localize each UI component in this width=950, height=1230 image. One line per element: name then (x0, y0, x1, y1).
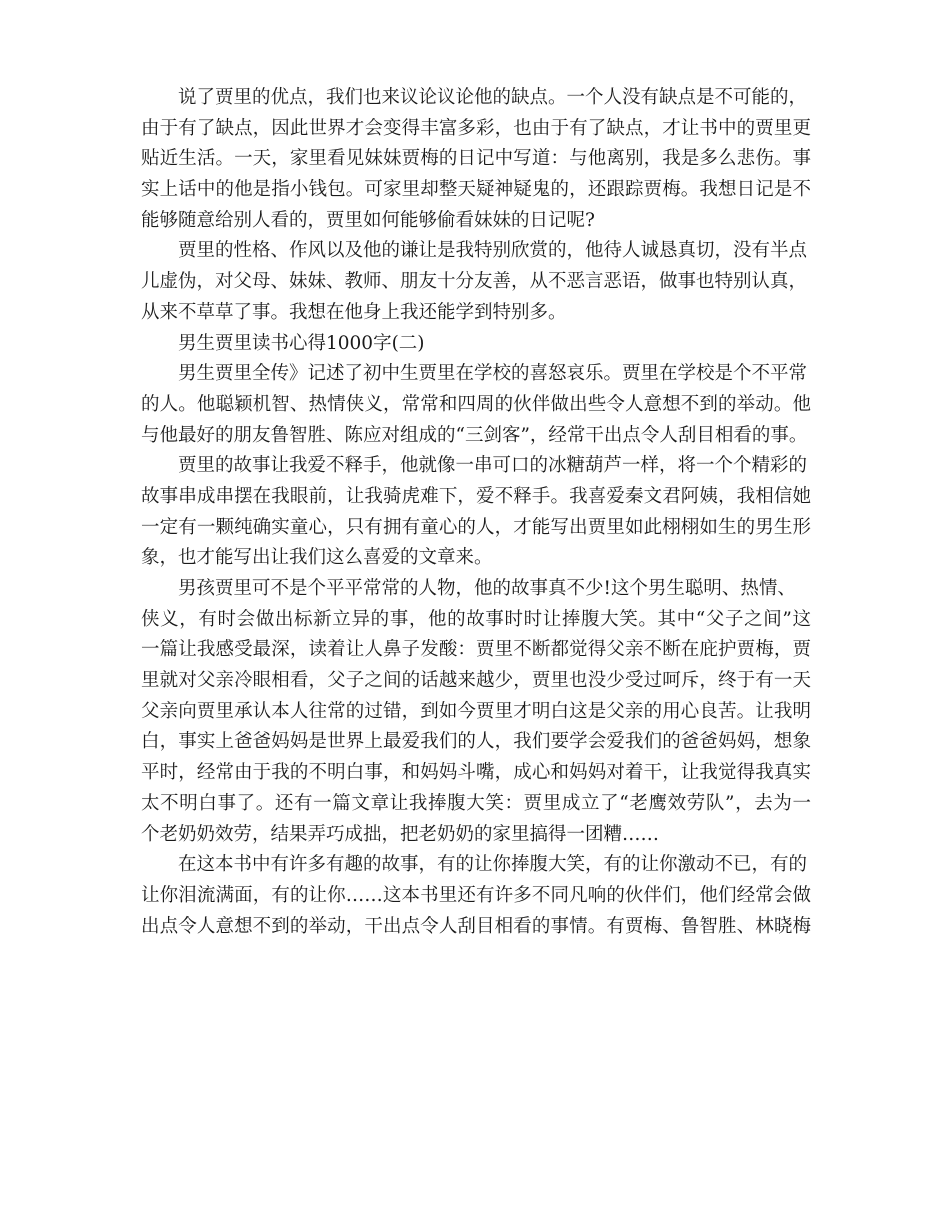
text-line: 从来不草草了事。我想在他身上我还能学到特别多。 (141, 301, 567, 323)
text-line: 一篇让我感受最深，读着让人鼻子发酸：贾里不断都觉得父亲不断在庇护贾梅，贾 (141, 639, 811, 661)
text-line: 的人。他聪颖机智、热情侠义，常常和四周的伙伴做出些令人意想不到的举动。他 (141, 393, 811, 415)
text-line: 太不明白事了。还有一篇文章让我捧腹大笑：贾里成立了“老鹰效劳队”，去为一 (141, 792, 811, 814)
text-line: 象，也才能写出让我们这么喜爱的文章来。 (141, 547, 493, 569)
text-line: 实上话中的他是指小钱包。可家里却整天疑神疑鬼的，还跟踪贾梅。我想日记是不 (141, 179, 811, 201)
text-line: 让你泪流满面，有的让你……这本书里还有许多不同凡响的伙伴们，他们经常会做 (141, 884, 811, 906)
text-line: 贾里的性格、作风以及他的谦让是我特别欣赏的，他待人诚恳真切，没有半点 (178, 240, 808, 262)
text-line: 与他最好的朋友鲁智胜、陈应对组成的“三剑客”，经常干出点令人刮目相看的事。 (141, 424, 808, 446)
text-line: 一定有一颗纯确实童心，只有拥有童心的人，才能写出贾里如此栩栩如生的男生形 (141, 516, 811, 538)
text-line: 贾里的故事让我爱不释手，他就像一串可口的冰糖葫芦一样，将一个个精彩的 (178, 455, 808, 477)
text-line: 出点令人意想不到的举动，干出点令人刮目相看的事情。有贾梅、鲁智胜、林晓梅 (141, 915, 811, 937)
text-line: 能够随意给别人看的，贾里如何能够偷看妹妹的日记呢? (141, 209, 595, 231)
text-line: 里就对父亲冷眼相看，父子之间的话越来越少，贾里也没少受过呵斥，终于有一天 (141, 670, 811, 692)
text-line: 侠义，有时会做出标新立异的事，他的故事时时让捧腹大笑。其中“父子之间”这 (141, 608, 811, 630)
text-line: 平时，经常由于我的不明白事，和妈妈斗嘴，成心和妈妈对着干，让我觉得我真实 (141, 762, 811, 784)
text-line: 说了贾里的优点，我们也来议论议论他的缺点。一个人没有缺点是不可能的， (178, 87, 808, 108)
text-line: 男生贾里全传》记述了初中生贾里在学校的喜怒哀乐。贾里在学校是个不平常 (178, 363, 808, 385)
text-line: 在这本书中有许多有趣的故事，有的让你捧腹大笑，有的让你激动不已，有的 (178, 854, 808, 876)
text-line: 男孩贾里可不是个平平常常的人物，他的故事真不少!这个男生聪明、热情、 (178, 578, 796, 599)
text-line: 故事串成串摆在我眼前，让我骑虎难下，爱不释手。我喜爱秦文君阿姨，我相信她 (141, 485, 811, 507)
text-line: 个老奶奶效劳，结果弄巧成拙，把老奶奶的家里搞得一团糟…… (141, 823, 660, 845)
text-line: 白，事实上爸爸妈妈是世界上最爱我们的人，我们要学会爱我们的爸爸妈妈，想象 (141, 731, 811, 753)
text-line: 由于有了缺点，因此世界才会变得丰富多彩，也由于有了缺点，才让书中的贾里更 (141, 117, 811, 139)
document-page (141, 83, 811, 942)
text-line: 贴近生活。一天，家里看见妹妹贾梅的日记中写道：与他离别，我是多么悲伤。事 (141, 148, 811, 170)
text-line: 父亲向贾里承认本人往常的过错，到如今贾里才明白这是父亲的用心良苦。让我明 (141, 700, 811, 722)
section-heading: 男生贾里读书心得1000字(二) (178, 332, 425, 354)
text-line: 儿虚伪，对父母、妹妹、教师、朋友十分友善，从不恶言恶语，做事也特别认真， (141, 271, 808, 293)
